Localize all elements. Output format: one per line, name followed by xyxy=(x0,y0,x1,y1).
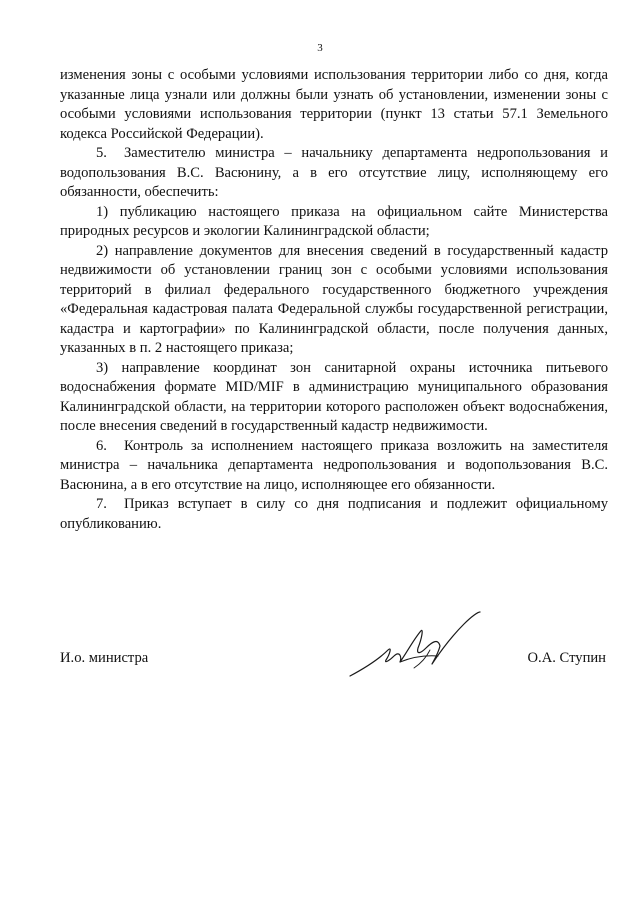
handwritten-signature xyxy=(340,598,490,688)
signatory-name: О.А. Ступин xyxy=(527,650,606,666)
paragraph-item-5 xyxy=(60,144,608,203)
paragraph-item-7 xyxy=(60,495,608,534)
subitem-1 xyxy=(60,203,608,242)
page-number: 3 xyxy=(317,42,323,54)
paragraph-text: 1) публикацию настоящего приказа на официальном сайте Министерства природных ресурсов и экологии Калининградской области; xyxy=(60,203,608,239)
signatory-title: И.о. министра xyxy=(60,650,149,666)
document-body xyxy=(60,66,608,534)
paragraph-text: изменения зоны с особыми условиями использования территории либо со дня, когда указанные лица узнали или должны были узнать об установлении, изменении зоны с особыми условиями использования территории (пункт 13 статьи 57.1 Земельного кодекса Российской Федерации). xyxy=(60,67,608,142)
item-number: 7. xyxy=(96,496,107,512)
item-number: 5. xyxy=(96,145,107,161)
paragraph-text: Контроль за исполнением настоящего приказа возложить на заместителя министра – начальника департамента недропользования и водопользования В.С. Васюнина, а в его отсутствие на лицо, исполняющее его обязанности. xyxy=(60,437,608,493)
paragraph-text: Заместителю министра – начальнику департамента недропользования и водопользования В.С. Васюнину, а в его отсутствие лицу, исполняющему его обязанности, обеспечить: xyxy=(60,145,608,200)
paragraph-item-6 xyxy=(60,437,608,496)
paragraph-text: 3) направление координат зон санитарной охраны источника питьевого водоснабжения формате MID/MIF в администрацию муниципального образования Калининградской области, на территории которого расположен объект водоснабжения, после внесения сведений в государственный кадастр недвижимости. xyxy=(60,359,608,434)
subitem-2 xyxy=(60,242,608,359)
paragraph-text: 2) направление документов для внесения сведений в государственный кадастр недвижимости об установлении границ зон с особыми условиями использования территорий в филиал федерального государственного бюджетного учреждения «Федеральная кадастровая палата Федеральной службы государственной регистрации, кадастра и картографии» по Калининградской области, после получения данных, указанных в п. 2 настоящего приказа; xyxy=(60,242,608,356)
signature-block xyxy=(60,648,608,688)
item-number: 6. xyxy=(96,437,107,454)
paragraph-continuation xyxy=(60,66,608,144)
paragraph-text: Приказ вступает в силу со дня подписания и подлежит официальному опубликованию. xyxy=(60,496,608,532)
subitem-3 xyxy=(60,359,608,437)
